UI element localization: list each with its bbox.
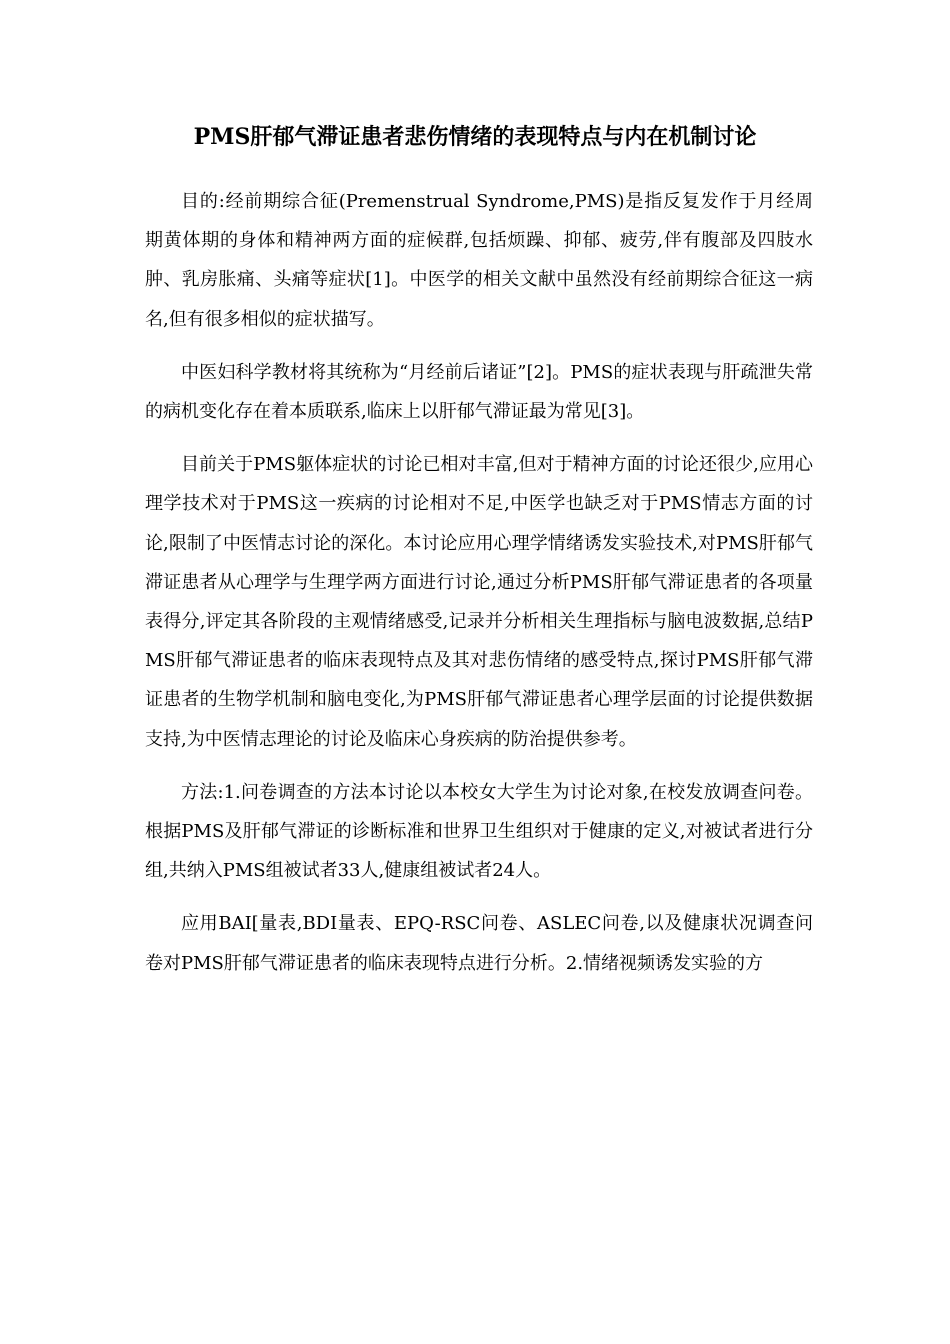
paragraph: 目前关于PMS躯体症状的讨论已相对丰富,但对于精神方面的讨论还很少,应用心理学技术对于PMS这一疾病的讨论相对不足,中医学也缺乏对于PMS情志方面的讨论,限制了中医情志讨论的深化。本讨论应用心理学情绪诱发实验技术,对PMS肝郁气滞证患者从心理学与生理学两方面进行讨论,通过分析PMS肝郁气滞证患者的各项量表得分,评定其各阶段的主观情绪感受,记录并分析相关生理指标与脑电波数据,总结PMS肝郁气滞证患者的临床表现特点及其对悲伤情绪的感受特点,探讨PMS肝郁气滞证患者的生物学机制和脑电变化,为PMS肝郁气滞证患者心理学层面的讨论提供数据支持,为中医情志理论的讨论及临床心身疾病的防治提供参考。 xyxy=(145,454,813,750)
paragraph: 中医妇科学教材将其统称为“月经前后诸证”[2]。PMS的症状表现与肝疏泄失常的病机变化存在着本质联系,临床上以肝郁气滞证最为常见[3]。 xyxy=(145,361,813,423)
document-title: PMS肝郁气滞证患者悲伤情绪的表现特点与内在机制讨论 xyxy=(193,124,757,150)
document-body xyxy=(145,182,813,997)
paragraph: 方法:1.问卷调查的方法本讨论以本校女大学生为讨论对象,在校发放调查问卷。根据PMS及肝郁气滞证的诊断标准和世界卫生组织对于健康的定义,对被试者进行分组,共纳入PMS组被试者33人,健康组被试者24人。 xyxy=(145,781,813,882)
paragraph: 目的:经前期综合征(Premenstrual Syndrome,PMS)是指反复发作于月经周期黄体期的身体和精神两方面的症候群,包括烦躁、抑郁、疲劳,伴有腹部及四肢水肿、乳房胀痛、头痛等症状[1]。中医学的相关文献中虽然没有经前期综合征这一病名,但有很多相似的症状描写。 xyxy=(145,191,813,330)
paragraph: 应用BAI[量表,BDI量表、EPQ-RSC问卷、ASLEC问卷,以及健康状况调查问卷对PMS肝郁气滞证患者的临床表现特点进行分析。2.情绪视频诱发实验的方 xyxy=(145,913,813,974)
